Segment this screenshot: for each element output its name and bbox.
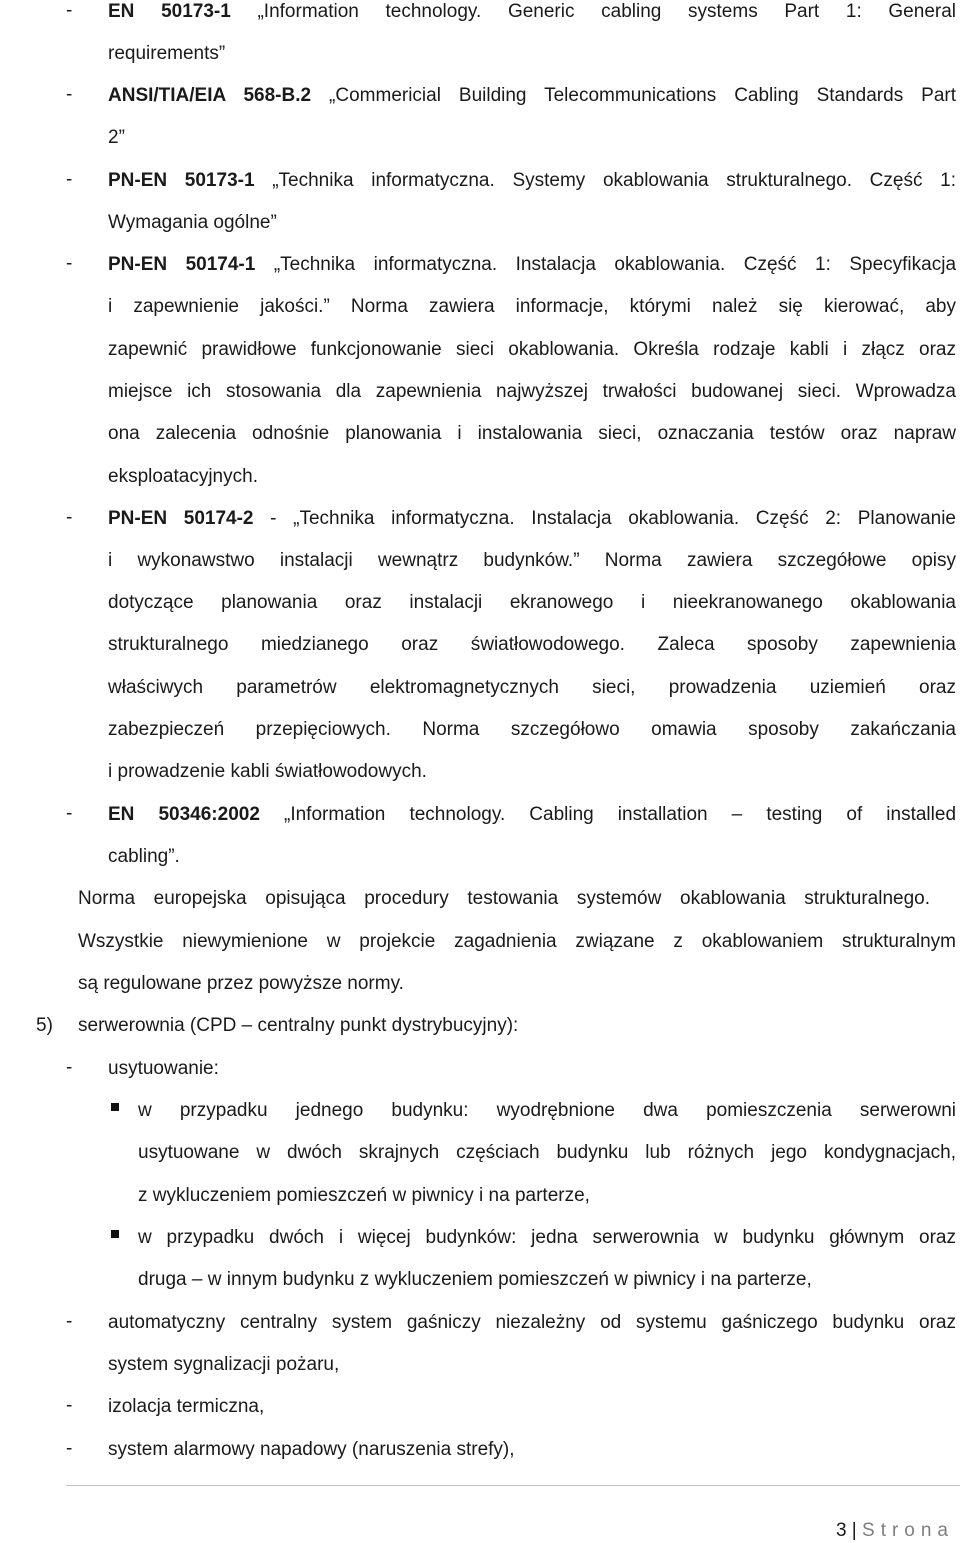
standard-pn-en-50173-1 — [108, 169, 956, 193]
standard-code: PN-EN 50173-1 — [108, 170, 255, 191]
list-dash: - — [66, 507, 73, 528]
paragraph-line: Wszystkie niewymienione w projekcie zagadnienia związane z okablowaniem strukturalnym — [78, 931, 956, 952]
bullet-line: z wykluczeniem pomieszczeń w piwnicy i na parterze, — [138, 1185, 590, 1206]
text-line: ona zalecenia odnośnie planowania i instalowania sieci, oznaczania testów oraz napraw — [108, 423, 956, 444]
list-dash: - — [66, 1438, 73, 1459]
list-item: system alarmowy napadowy (naruszenia strefy), — [108, 1439, 515, 1460]
list-item: automatyczny centralny system gaśniczy niezależny od systemu gaśniczego budynku oraz — [108, 1312, 956, 1333]
footer-separator: | — [851, 1520, 857, 1541]
standard-pn-en-50174-1 — [108, 253, 956, 277]
text-line: cabling”. — [108, 846, 180, 867]
page-label: Strona — [862, 1520, 954, 1541]
text-line: zabezpieczeń przepięciowych. Norma szczegółowo omawia sposoby zakańczania — [108, 719, 956, 740]
paragraph-line: Norma europejska opisująca procedury testowania systemów okablowania strukturalnego. — [78, 888, 930, 909]
bullet-line: druga – w innym budynku z wykluczeniem pomieszczeń w piwnicy i na parterze, — [138, 1269, 812, 1290]
paragraph-line: są regulowane przez powyższe normy. — [78, 973, 404, 994]
list-dash: - — [66, 1395, 73, 1416]
list-dash: - — [66, 84, 73, 105]
standard-title: „Commericial Building Telecommunications Cabling Standards Part — [329, 85, 956, 106]
text-line: dotyczące planowania oraz instalacji ekranowego i nieekranowanego okablowania — [108, 592, 956, 613]
text-line: eksploatacyjnych. — [108, 466, 258, 487]
text-line: miejsce ich stosowania dla zapewnienia najwyższej trwałości budowanej sieci. Wprowadza — [108, 381, 956, 402]
text-line: strukturalnego miedzianego oraz światłowodowego. Zaleca sposoby zapewnienia — [108, 634, 956, 655]
standard-ansi-568 — [108, 84, 956, 108]
standard-title: „Technika informatyczna. Instalacja okablowania. Część 1: Specyfikacja — [273, 254, 957, 275]
bullet-square-icon — [111, 1230, 119, 1238]
text-line: właściwych parametrów elektromagnetycznych sieci, prowadzenia uziemień oraz — [108, 677, 956, 698]
standard-code: PN-EN 50174-1 — [108, 254, 256, 275]
standard-code: PN-EN 50174-2 — [108, 508, 254, 529]
text-line: i prowadzenie kabli światłowodowych. — [108, 761, 427, 782]
bullet-line: usytuowane w dwóch skrajnych częściach budynku lub różnych jego kondygnacjach, — [138, 1142, 956, 1163]
list-number: 5) — [36, 1015, 53, 1036]
bullet-line: w przypadku dwóch i więcej budynków: jedna serwerownia w budynku głównym oraz — [138, 1227, 956, 1248]
standard-code: EN 50346:2002 — [108, 804, 260, 825]
standard-code: EN 50173-1 — [108, 1, 231, 22]
text-line: 2” — [108, 127, 125, 148]
standard-title: - „Technika informatyczna. Instalacja okablowania. Część 2: Planowanie — [270, 508, 956, 529]
text-line: requirements” — [108, 43, 226, 64]
list-item: system sygnalizacji pożaru, — [108, 1354, 340, 1375]
standard-en-50346 — [108, 803, 956, 827]
section-heading: serwerownia (CPD – centralny punkt dystrybucyjny): — [78, 1015, 519, 1036]
list-dash: - — [66, 0, 73, 21]
text-line: i wykonawstwo instalacji wewnątrz budynków.” Norma zawiera szczegółowe opisy — [108, 550, 956, 571]
standard-title: „Information technology. Generic cabling systems Part 1: General — [257, 1, 956, 22]
list-item: usytuowanie: — [108, 1058, 219, 1079]
text-line: zapewnić prawidłowe funkcjonowanie sieci okablowania. Określa rodzaje kabli i złącz oraz — [108, 339, 956, 360]
page-number: 3 — [835, 1520, 847, 1541]
standard-pn-en-50174-2 — [108, 507, 956, 531]
standard-title: „Information technology. Cabling installation – testing of installed — [284, 804, 957, 825]
footer-divider — [66, 1485, 960, 1486]
list-dash: - — [66, 1057, 73, 1078]
bullet-line: w przypadku jednego budynku: wyodrębnione dwa pomieszczenia serwerowni — [138, 1100, 956, 1121]
page-footer — [836, 1519, 954, 1543]
standard-code: ANSI/TIA/EIA 568-B.2 — [108, 85, 312, 106]
text-line: i zapewnienie jakości.” Norma zawiera informacje, którymi należ się kierować, aby — [108, 296, 956, 317]
list-dash: - — [66, 253, 73, 274]
list-dash: - — [66, 803, 73, 824]
list-dash: - — [66, 169, 73, 190]
bullet-square-icon — [111, 1103, 119, 1111]
standard-title: „Technika informatyczna. Systemy okablowania strukturalnego. Część 1: — [272, 170, 956, 191]
list-dash: - — [66, 1311, 73, 1332]
text-line: Wymagania ogólne” — [108, 212, 277, 233]
list-item: izolacja termiczna, — [108, 1396, 265, 1417]
standard-en-50173-1 — [108, 0, 956, 24]
